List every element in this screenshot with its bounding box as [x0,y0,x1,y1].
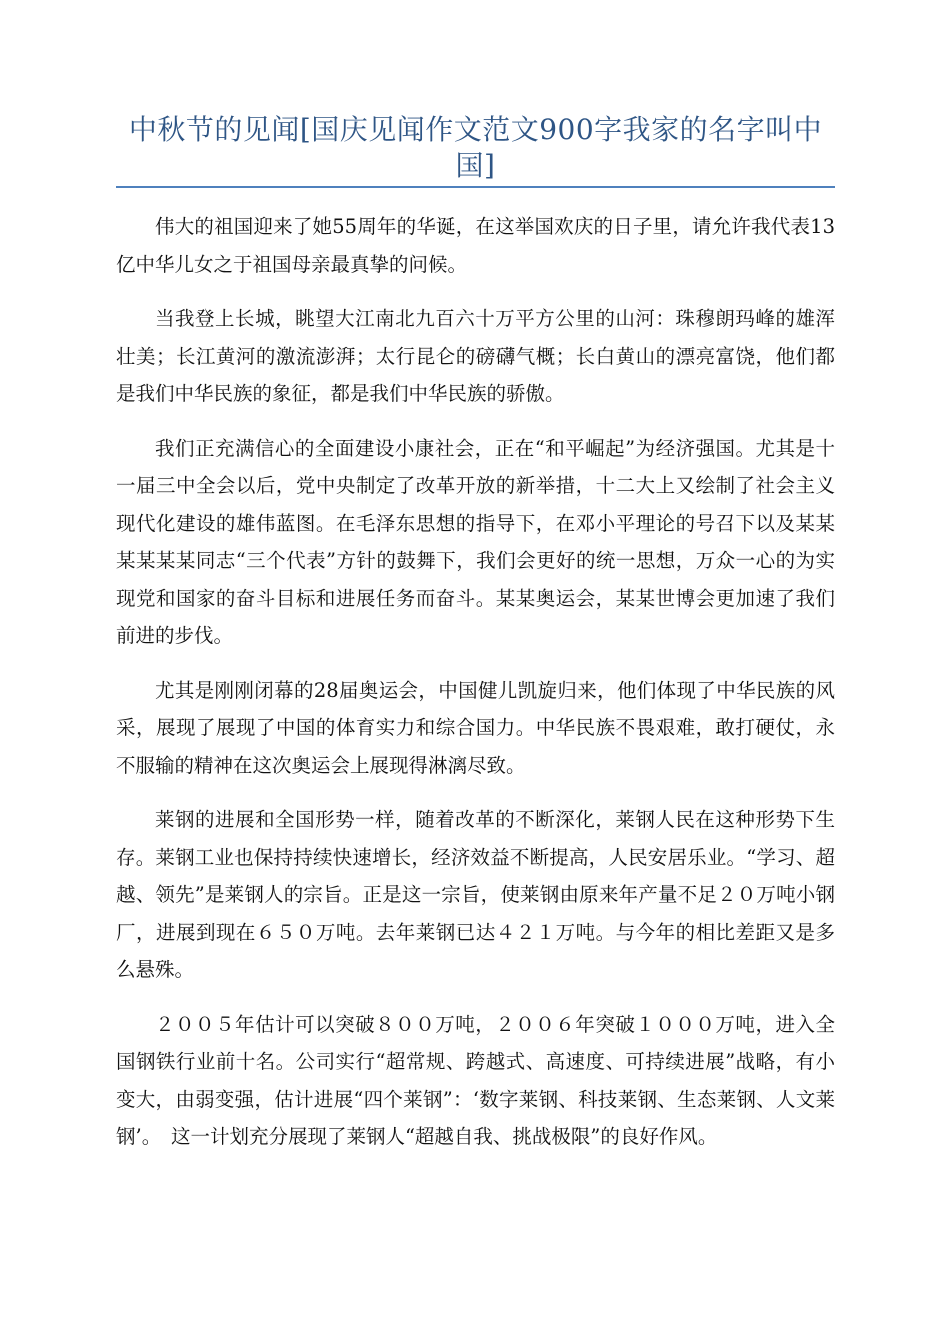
document-body [116,208,835,1173]
title-underline [116,186,835,188]
paragraph-4: 尤其是刚刚闭幕的28届奥运会，中国健儿凯旋归来，他们体现了中华民族的风采，展现了展现了中国的体育实力和综合国力。中华民族不畏艰难，敢打硬仗，永不服输的精神在这次奥运会上展现得淋漓尽致。 [116,678,835,777]
document-title: 中秋节的见闻[国庆见闻作文范文900字我家的名字叫中国] [128,113,823,182]
paragraph-6: ２００５年估计可以突破８００万吨，２００６年突破１０００万吨，进入全国钢铁行业前十名。公司实行“超常规、跨越式、高速度、可持续进展”战略，有小变大，由弱变强，估计进展“四个莱钢”：‘数字莱钢、科技莱钢、生态莱钢、人文莱钢’。 这一计划充分展现了莱钢人“超越自我、挑战极限”的良好作风。 [116,1012,835,1148]
paragraph-5: 莱钢的进展和全国形势一样，随着改革的不断深化，莱钢人民在这种形势下生存。莱钢工业也保持持续快速增长，经济效益不断提高，人民安居乐业。“学习、超越、领先”是莱钢人的宗旨。正是这一宗旨，使莱钢由原来年产量不足２０万吨小钢厂，进展到现在６５０万吨。去年莱钢已达４２１万吨。与今年的相比差距又是多么悬殊。 [116,808,835,981]
paragraph-2: 当我登上长城，眺望大江南北九百六十万平方公里的山河：珠穆朗玛峰的雄浑壮美；长江黄河的激流澎湃；太行昆仑的磅礴气概；长白黄山的漂亮富饶，他们都是我们中华民族的象征，都是我们中华民族的骄傲。 [116,307,835,405]
paragraph-3: 我们正充满信心的全面建设小康社会，正在“和平崛起”为经济强国。尤其是十一届三中全会以后，党中央制定了改革开放的新举措，十二大上又绘制了社会主义现代化建设的雄伟蓝图。在毛泽东思想的指导下，在邓小平理论的号召下以及某某某某某某同志“三个代表”方针的鼓舞下，我们会更好的统一思想，万众一心的为实现党和国家的奋斗目标和进展任务而奋斗。某某奥运会，某某世博会更加速了我们前进的步伐。 [116,436,835,647]
title-block [116,112,835,184]
paragraph-1: 伟大的祖国迎来了她55周年的华诞，在这举国欢庆的日子里，请允许我代表13亿中华儿女之于祖国母亲最真挚的问候。 [116,215,835,276]
